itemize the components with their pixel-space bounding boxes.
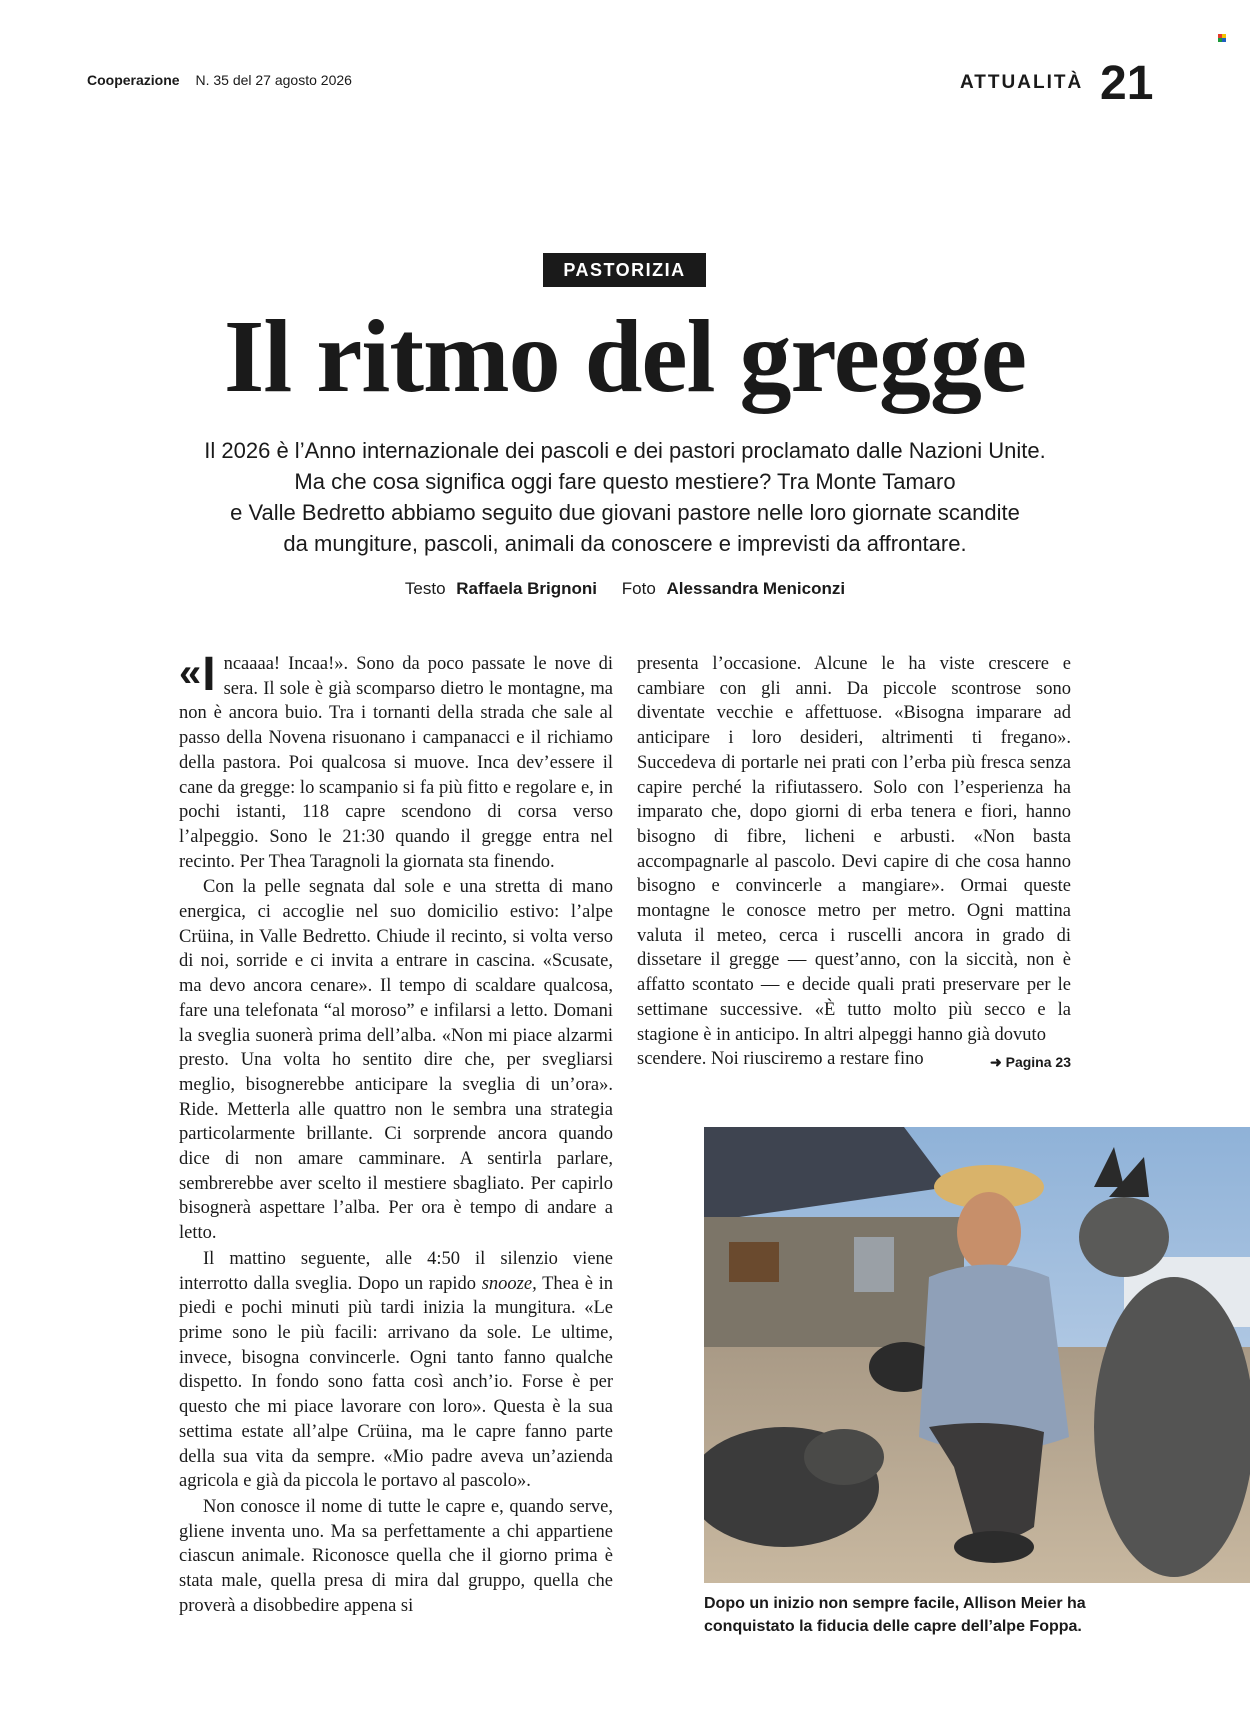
paragraph: Con la pelle segnata dal sole e una stretta di mano energica, ci accoglie nel suo domicilio estivo: l’alpe Crüina, in Valle Bedretto. Chiude il recinto, si volta verso di noi, sorride e ci invita a entrare in cascina. «Scusate, ma devo ancora cenare». Il tempo di scaldare qualcosa, fare una telefonata “al moroso” e infilarsi a letto. Domani la sveglia suonerà prima dell’alba. «Non mi piace alzarmi presto. Una volta ho sentito dire che, per svegliarsi meglio, bisognerebbe anticipare la sveglia di un’ora». Ride. Metterla alle quattro non le sembra una strategia particolarmente brillante. Ci sorprende ancora quando dice di non amare camminare. A sentirla parlare, sembrerebbe aver scelto il mestiere sbagliato. Per capirlo bisognerà aspettare l’alba. Per ora è tempo di andare a letto. <box>179 877 613 1244</box>
continued-on-link[interactable]: ➜ Pagina 23 <box>990 1054 1071 1071</box>
paragraph-text: Thea è in piedi e pochi minuti più tardi inizia la mungitura. «Le prime sono le più facili: arrivano da sole. Le ultime, invece, bisogna convincerle. Ogni tanto fanno qualche dispetto. In fondo sono fatta così anch’io. Forse è per questo che mi piace lavorare con loro». Questa è la sua settima estate all’alpe Crüina, ma le capre fanno parte della sua vita da sempre. «Mio padre aveva un’azienda agricola e già da piccola le portavo al pascolo». <box>179 1273 613 1492</box>
section-label: ATTUALITÀ <box>960 72 1084 93</box>
italic-word: snooze, <box>481 1273 537 1294</box>
photo-credit-label: Foto <box>621 579 656 598</box>
issue-date: N. 35 del 27 agosto 2026 <box>195 72 352 88</box>
standfirst-line: Il 2026 è l’Anno internazionale dei pascoli e dei pastori proclamato dalle Nazioni Unite. <box>204 438 1046 463</box>
headline: Il ritmo del gregge <box>223 299 1027 414</box>
paragraph <box>179 1247 613 1494</box>
byline <box>0 579 1250 599</box>
text-credit-author: Raffaela Brignoni <box>456 579 598 598</box>
standfirst <box>150 435 1100 559</box>
paragraph <box>179 648 613 874</box>
color-registration-mark <box>1218 34 1226 42</box>
paragraph-text: Il mattino seguente, alle 4:50 il silenzio viene interrotto dalla sveglia. Dopo un rapido <box>179 1248 613 1294</box>
photo-caption: Dopo un inizio non sempre facile, Allison Meier ha conquistato la fiducia delle capre dell’alpe Foppa. <box>704 1595 1086 1635</box>
article-photo <box>704 1127 1250 1583</box>
paragraph-text: ncaaaa! Incaa!». Sono da poco passate le nove di sera. Il sole è già scomparso dietro le montagne, ma non è ancora buio. Tra i tornanti della strada che sale al passo della Novena risuonano i campanacci e il richiamo della pastora. Poi qualcosa si muove. Inca dev’essere il cane da gregge: lo scampanio si fa più fitto e regolare e, in pochi istanti, 118 capre scendono di corsa verso l’alpeggio. Sono le 21:30 quando il gregge entra nel recinto. Per Thea Taragnoli la giornata sta finendo. <box>179 654 613 872</box>
standfirst-line: da mungiture, pascoli, animali da conoscere e imprevisti da affrontare. <box>283 531 967 556</box>
drop-cap-letter: I <box>202 648 216 701</box>
photo-credit-author: Alessandra Meniconzi <box>666 579 846 598</box>
page-number: 21 <box>1100 57 1154 110</box>
paragraph: Non conosce il nome di tutte le capre e, quando serve, gliene inventa uno. Ma sa perfettamente a chi appartiene ciascun animale. Riconosce quella che il giorno prima è stata male, quella presa di mira dal gruppo, quella che proverà a disobbedire appena si <box>179 1496 613 1616</box>
photo-illustration <box>704 1127 1250 1583</box>
article-column-left <box>179 648 613 1618</box>
text-credit-label: Testo <box>404 579 446 598</box>
drop-cap-quote: « <box>179 651 202 695</box>
article-column-right <box>637 652 1071 1075</box>
standfirst-line: Ma che cosa significa oggi fare questo mestiere? Tra Monte Tamaro <box>294 469 956 494</box>
kicker-label: PASTORIZIA <box>543 253 706 287</box>
standfirst-line: e Valle Bedretto abbiamo seguito due giovani pastore nelle loro giornate scandite <box>230 500 1020 525</box>
paragraph-text: scendere. Noi riusciremo a restare fino <box>637 1049 924 1070</box>
publication-name: Cooperazione <box>87 72 180 88</box>
publication-header <box>87 72 352 88</box>
drop-cap <box>179 648 216 701</box>
paragraph-end <box>637 1047 1071 1072</box>
paragraph: presenta l’occasione. Alcune le ha viste crescere e cambiare con gli anni. Da piccole scontrose sono diventate vecchie e affettuose. «Bisogna imparare ad anticipare i loro desideri, altrimenti ti fregano». Succedeva di portarle nei prati con l’erba più fresca senza capire perché la rifiutassero. Solo con l’esperienza ha imparato che, dopo giorni di erba tenera e fiori, hanno bisogno di fibre, licheni e arbusti. «Non basta accompagnarle al pascolo. Devi capire di che cosa hanno bisogno e convincerle a mangiare». Ormai queste montagne le conosce metro per metro. Ogni mattina valuta il meteo, cerca i ruscelli ancora in grado di dissetare il gregge — quest’anno, con la siccità, non è affatto scontato — e decide quali prati preservare per le settimane successive. «È tutto molto più secco e la stagione è in anticipo. In altri alpeggi hanno già dovuto <box>637 654 1071 1045</box>
